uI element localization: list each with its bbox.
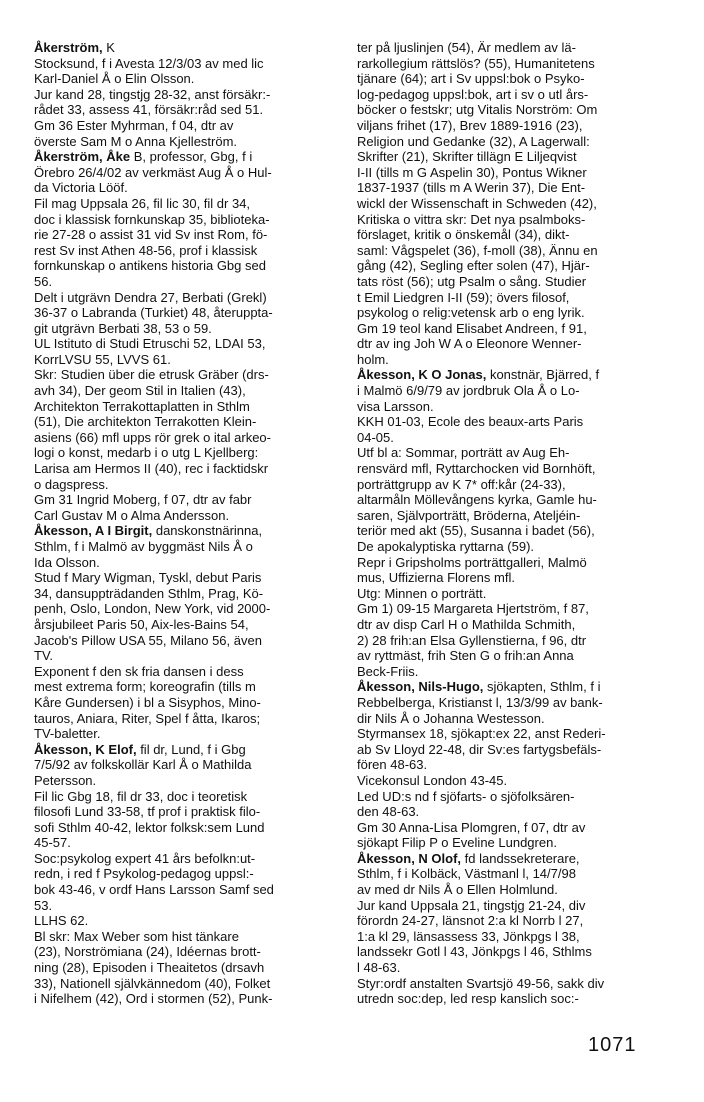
entry-line: [34, 633, 342, 649]
entry-headword: Åkesson, A I Birgit,: [34, 523, 153, 539]
entry-line: [34, 523, 342, 539]
entry-line: [34, 976, 342, 992]
entry-text: tauros, Aniara, Riter, Spel f åtta, Ikaros;: [34, 710, 261, 726]
entry-text: asiens (66) mfl upps rör grek o ital arkeo-: [34, 429, 271, 445]
entry-text: 1837-1937 (tills m A Werin 37), Die Ent-: [357, 180, 586, 196]
biography-entry: [34, 40, 342, 149]
entry-text: (51), Die architekton Terrakotten Klein-: [34, 414, 257, 430]
entry-line: [357, 789, 665, 805]
entry-line: [357, 882, 665, 898]
entry-line: [34, 695, 342, 711]
entry-line: [357, 539, 665, 555]
entry-text: viljans frihet (17), Brev 1889-1916 (23),: [357, 117, 583, 133]
entry-text: rensvärd mfl, Ryttarchocken vid Bornhöft,: [357, 461, 596, 477]
entry-headword: Åkerström,: [34, 40, 103, 55]
entry-text: förordn 24-27, länsnot 2:a kl Norrb l 27,: [357, 913, 584, 929]
entry-text: Styrmansex 18, sjökapt:ex 22, anst Rederi-: [357, 726, 606, 742]
entry-text: rie 27-28 o assist 31 vid Sv inst Rom, fö-: [34, 227, 268, 243]
entry-line: [34, 539, 342, 555]
entry-line: [34, 399, 342, 415]
entry-text: av ryttmäst, frih Sten G o frih:an Anna: [357, 648, 574, 664]
entry-line: [357, 165, 665, 181]
entry-text: Repr i Gripsholms porträttgalleri, Malmö: [357, 554, 587, 570]
entry-line: [357, 617, 665, 633]
entry-text: ab Sv Lloyd 22-48, dir Sv:es fartygsbefäls-: [357, 741, 602, 757]
entry-text: Stud f Mary Wigman, Tyskl, debut Paris: [34, 570, 262, 586]
entry-line: [34, 461, 342, 477]
entry-line: [34, 726, 342, 742]
entry-text: holm.: [357, 351, 389, 367]
entry-line: [34, 570, 342, 586]
entry-text: Exponent f den sk fria dansen i dess: [34, 663, 244, 679]
entry-line: [34, 944, 342, 960]
entry-text: ning (28), Episoden i Theaitetos (drsavh: [34, 960, 265, 976]
entry-line: [34, 321, 342, 337]
entry-text: Skrifter (21), Skrifter tillägn E Liljeqvist: [357, 149, 577, 165]
entry-text: Ida Olsson.: [34, 554, 100, 570]
entry-text: 1:a kl 29, länsassess 33, Jönkpgs l 38,: [357, 928, 580, 944]
entry-line: [357, 227, 665, 243]
entry-line: [357, 633, 665, 649]
entry-text: psykolog o relig:vetensk arb o eng lyrik.: [357, 305, 585, 321]
entry-text: o dagspress.: [34, 476, 109, 492]
entry-headword: Åkesson, K Elof,: [34, 741, 137, 757]
entry-line: [34, 555, 342, 571]
entry-line: [34, 929, 342, 945]
entry-text: sjökapten, Sthlm, f i: [483, 679, 601, 695]
entry-line: [34, 789, 342, 805]
entry-text: fd landssekreterare,: [461, 850, 580, 866]
entry-text: visa Larsson.: [357, 398, 434, 414]
entry-text: fornkunskap o antikens historia Gbg sed: [34, 258, 266, 274]
entry-line: [357, 664, 665, 680]
entry-text: Stocksund, f i Avesta 12/3/03 av med lic: [34, 55, 264, 71]
entry-text: l 48-63.: [357, 960, 401, 976]
entry-line: [357, 757, 665, 773]
entry-text: Karl-Daniel Å o Elin Olsson.: [34, 71, 195, 87]
entry-headword: Åkesson, K O Jonas,: [357, 367, 487, 383]
entry-line: [34, 445, 342, 461]
entry-line: [357, 898, 665, 914]
entry-line: [357, 180, 665, 196]
entry-line: [34, 617, 342, 633]
entry-text: av med dr Nils Å o Ellen Holmlund.: [357, 882, 558, 898]
entry-text: rarkollegium rättslös? (55), Humanitetens: [357, 55, 595, 71]
entry-line: [357, 134, 665, 150]
entry-text: gång (42), Segling efter solen (47), Hjär-: [357, 258, 590, 274]
entry-line: [357, 508, 665, 524]
entry-text: i Malmö 6/9/79 av jordbruk Ola Å o Lo-: [357, 383, 580, 399]
entry-text: Gm 36 Ester Myhrman, f 04, dtr av: [34, 117, 234, 133]
entry-line: [34, 118, 342, 134]
entry-text: filosofi Lund 33-58, tf prof i praktisk filo-: [34, 804, 261, 820]
entry-text: Sthlm, f i Kolbäck, Västmanl l, 14/7/98: [357, 866, 576, 882]
right-column: [357, 40, 665, 1007]
entry-line: [357, 835, 665, 851]
entry-text: fil dr, Lund, f i Gbg: [136, 741, 246, 757]
entry-line: [357, 555, 665, 571]
entry-text: TV.: [34, 648, 54, 664]
entry-text: Petersson.: [34, 772, 97, 788]
biography-entry: [357, 679, 665, 851]
entry-line: [357, 258, 665, 274]
entry-line: [357, 866, 665, 882]
entry-line: [357, 804, 665, 820]
entry-text: Rebbelberga, Kristianst l, 13/3/99 av bank-: [357, 694, 603, 710]
entry-text: Soc:psykolog expert 41 års befolkn:ut-: [34, 850, 256, 866]
entry-text: wickl der Wissenschaft in Schweden (42),: [357, 195, 597, 211]
entry-text: tjänare (64); art i Sv uppsl:bok o Psyko-: [357, 71, 585, 87]
entry-line: [357, 601, 665, 617]
entry-line: [357, 742, 665, 758]
entry-text: da Victoria Lööf.: [34, 180, 128, 196]
entry-text: dtr av disp Carl H o Mathilda Schmith,: [357, 616, 576, 632]
entry-text: saml: Vågspelet (36), f-moll (38), Ännu en: [357, 242, 598, 258]
entry-line: [34, 742, 342, 758]
entry-text: danskonstnärinna,: [152, 523, 263, 539]
biography-entry: [357, 851, 665, 1007]
entry-line: [357, 648, 665, 664]
entry-text: Vicekonsul London 43-45.: [357, 772, 508, 788]
entry-text: Religion und Gedanke (32), A Lagerwall:: [357, 133, 590, 149]
entry-line: [34, 492, 342, 508]
entry-line: [357, 196, 665, 212]
entry-line: [34, 648, 342, 664]
entry-line: [34, 477, 342, 493]
entry-line: [357, 570, 665, 586]
entry-line: [34, 991, 342, 1007]
entry-text: KKH 01-03, Ecole des beaux-arts Paris: [357, 414, 584, 430]
entry-text: log-pedagog uppsl:bok, art i sv o utl års-: [357, 86, 589, 102]
entry-line: [357, 492, 665, 508]
entry-line: [357, 367, 665, 383]
entry-line: [357, 399, 665, 415]
entry-line: [34, 56, 342, 72]
entry-text: sjökapt Filip P o Eveline Lundgren.: [357, 835, 557, 851]
entry-line: [357, 274, 665, 290]
entry-text: 33), Nationell självkännedom (40), Folket: [34, 975, 271, 991]
entry-line: [34, 196, 342, 212]
entry-line: [357, 118, 665, 134]
entry-line: [34, 430, 342, 446]
entry-text: tats röst (56); utg Psalm o sång. Studier: [357, 273, 587, 289]
entry-line: [357, 430, 665, 446]
entry-line: [34, 882, 342, 898]
entry-text: Skr: Studien über die etrusk Gräber (drs-: [34, 367, 269, 383]
entry-text: sofi Sthlm 40-42, lektor folksk:sem Lund: [34, 819, 265, 835]
entry-text: fören 48-63.: [357, 757, 428, 773]
entry-text: Kåre Gundersen) i bl a Sisyphos, Mino-: [34, 694, 261, 710]
entry-text: Sthlm, f i Malmö av byggmäst Nils Å o: [34, 539, 253, 554]
entry-text: i Nifelhem (42), Ord i stormen (52), Punk-: [34, 991, 273, 1007]
entry-line: [34, 586, 342, 602]
entry-line: [357, 321, 665, 337]
entry-text: KorrLVSU 55, LVVS 61.: [34, 351, 171, 367]
entry-text: ter på ljuslinjen (54), Är medlem av lä-: [357, 40, 576, 55]
entry-line: [357, 71, 665, 87]
entry-line: [34, 290, 342, 306]
entry-text: teriör med akt (55), Susanna i badet (56),: [357, 523, 595, 539]
biography-entry: [34, 149, 342, 523]
entry-line: [34, 102, 342, 118]
entry-text: Delt i utgrävn Dendra 27, Berbati (Grekl): [34, 289, 267, 305]
entry-text: mest extrema form; koreografin (tills m: [34, 679, 256, 695]
entry-line: [34, 149, 342, 165]
entry-text: rest Sv inst Athen 48-56, prof i klassisk: [34, 242, 258, 258]
entry-text: 2) 28 frih:an Elsa Gyllenstierna, f 96, dtr: [357, 632, 587, 648]
entry-text: redn, i red f Psykolog-pedagog uppsl:-: [34, 866, 254, 882]
entry-line: [357, 336, 665, 352]
entry-line: [357, 212, 665, 228]
entry-line: [357, 695, 665, 711]
entry-text: Utf bl a: Sommar, porträtt av Aug Eh-: [357, 445, 570, 461]
entry-line: [34, 305, 342, 321]
entry-line: [34, 227, 342, 243]
entry-line: [34, 835, 342, 851]
entry-text: årsjubileet Paris 50, Aix-les-Bains 54,: [34, 616, 249, 632]
entry-text: K: [102, 40, 115, 55]
entry-text: B, professor, Gbg, f i: [130, 149, 253, 165]
entry-line: [357, 523, 665, 539]
biography-entry: [34, 742, 342, 1007]
entry-line: [357, 40, 665, 56]
entry-line: [357, 586, 665, 602]
entry-text: dtr av ing Joh W A o Eleonore Wenner-: [357, 336, 582, 352]
entry-text: Led UD:s nd f sjöfarts- o sjöfolksären-: [357, 788, 575, 804]
entry-text: LLHS 62.: [34, 913, 89, 929]
entry-text: Fil lic Gbg 18, fil dr 33, doc i teoretisk: [34, 788, 248, 804]
entry-text: konstnär, Bjärred, f: [486, 367, 600, 383]
entry-line: [357, 773, 665, 789]
left-column: [34, 40, 342, 1007]
entry-line: [34, 134, 342, 150]
entry-text: Jur kand Uppsala 21, tingstjg 21-24, div: [357, 897, 586, 913]
entry-text: bok 43-46, v ordf Hans Larsson Samf sed: [34, 882, 274, 898]
entry-line: [34, 243, 342, 259]
entry-line: [357, 929, 665, 945]
entry-text: Gm 30 Anna-Lisa Plomgren, f 07, dtr av: [357, 819, 586, 835]
page-number: 1071: [588, 1034, 637, 1056]
entry-text: I-II (tills m G Aspelin 30), Pontus Wikner: [357, 164, 587, 180]
entry-text: Gm 19 teol kand Elisabet Andreen, f 91,: [357, 320, 587, 336]
entry-text: saren, Självporträtt, Bröderna, Ateljéin-: [357, 507, 581, 523]
entry-line: [34, 757, 342, 773]
entry-text: 56.: [34, 273, 53, 289]
entry-text: Jacob's Pillow USA 55, Milano 56, även: [34, 632, 262, 648]
entry-line: [357, 726, 665, 742]
entry-text: Jur kand 28, tingstjg 28-32, anst försäkr:-: [34, 86, 271, 102]
entry-line: [34, 336, 342, 352]
entry-text: logi o konst, medarb i o utg L Kjellberg:: [34, 445, 259, 461]
entry-line: [34, 711, 342, 727]
entry-line: [357, 960, 665, 976]
entry-line: [34, 913, 342, 929]
entry-text: altarmåln Möllevångens kyrka, Gamle hu-: [357, 492, 597, 508]
entry-line: [34, 87, 342, 103]
entry-line: [34, 352, 342, 368]
entry-line: [357, 102, 665, 118]
entry-text: UL Istituto di Studi Etruschi 52, LDAI 53,: [34, 336, 266, 352]
entry-headword: Åkerström, Åke: [34, 149, 131, 165]
biography-entry: [34, 523, 342, 741]
entry-line: [357, 851, 665, 867]
entry-line: [357, 477, 665, 493]
entry-line: [357, 711, 665, 727]
entry-text: doc i klassisk fornkunskap 35, biblioteka-: [34, 211, 270, 227]
entry-line: [34, 414, 342, 430]
entry-line: [357, 352, 665, 368]
entry-line: [34, 508, 342, 524]
entry-line: [34, 71, 342, 87]
entry-text: dir Nils Å o Johanna Westesson.: [357, 710, 545, 726]
entry-text: (23), Norströmiana (24), Idéernas brott-: [34, 944, 261, 960]
entry-text: Larisa am Hermos II (40), rec i facktidskr: [34, 461, 269, 477]
entry-text: t Emil Liedgren I-II (59); övers filosof,: [357, 289, 570, 305]
entry-text: Utg: Minnen o porträtt.: [357, 585, 487, 601]
entry-line: [34, 960, 342, 976]
entry-text: TV-baletter.: [34, 726, 101, 742]
entry-line: [34, 679, 342, 695]
entry-text: den 48-63.: [357, 804, 420, 820]
entry-text: Gm 1) 09-15 Margareta Hjertström, f 87,: [357, 601, 589, 617]
entry-text: Fil mag Uppsala 26, fil lic 30, fil dr 34,: [34, 195, 251, 211]
entry-text: Örebro 26/4/02 av verkmäst Aug Å o Hul-: [34, 164, 272, 180]
entry-text: Styr:ordf anstalten Svartsjö 49-56, sakk div: [357, 975, 605, 991]
entry-line: [34, 367, 342, 383]
entry-line: [357, 290, 665, 306]
entry-line: [357, 445, 665, 461]
entry-text: överste Sam M o Anna Kjelleström.: [34, 133, 238, 149]
entry-line: [357, 383, 665, 399]
entry-text: Bl skr: Max Weber som hist tänkare: [34, 928, 239, 944]
entry-line: [357, 913, 665, 929]
entry-line: [34, 212, 342, 228]
entry-line: [357, 87, 665, 103]
entry-headword: Åkesson, N Olof,: [357, 850, 462, 866]
entry-text: mus, Uffizierna Florens mfl.: [357, 570, 515, 586]
entry-line: [357, 56, 665, 72]
entry-text: utredn soc:dep, led resp kanslich soc:-: [357, 991, 579, 1007]
entry-line: [34, 851, 342, 867]
entry-text: Beck-Friis.: [357, 663, 419, 679]
entry-text: git utgrävn Berbati 38, 53 o 59.: [34, 320, 212, 336]
entry-text: porträttgrupp av K 7* off:kår (24-33),: [357, 476, 566, 492]
entry-text: penh, Oslo, London, New York, vid 2000-: [34, 601, 271, 617]
entry-line: [34, 820, 342, 836]
entry-line: [34, 40, 342, 56]
biography-entry: [357, 40, 665, 367]
entry-text: Kritiska o vittra skr: Det nya psalmboks-: [357, 211, 586, 227]
entry-line: [357, 944, 665, 960]
entry-text: förslaget, kritik o önskemål (34), dikt-: [357, 227, 570, 243]
entry-line: [34, 258, 342, 274]
entry-headword: Åkesson, Nils-Hugo,: [357, 679, 484, 695]
entry-line: [34, 274, 342, 290]
entry-line: [34, 804, 342, 820]
entry-line: [34, 773, 342, 789]
entry-line: [357, 243, 665, 259]
entry-line: [357, 679, 665, 695]
entry-text: De apokalyptiska ryttarna (59).: [357, 539, 535, 554]
entry-text: avh 34), Der geom Stil in Italien (43),: [34, 383, 246, 399]
entry-line: [34, 866, 342, 882]
entry-text: rådet 33, assess 41, försäkr:råd sed 51.: [34, 102, 264, 118]
entry-line: [34, 601, 342, 617]
entry-line: [357, 149, 665, 165]
entry-text: 7/5/92 av folkskollär Karl Å o Mathilda: [34, 757, 252, 773]
entry-text: 53.: [34, 897, 53, 913]
entry-line: [357, 991, 665, 1007]
entry-text: landssekr Gotl l 43, Jönkpgs l 46, Sthlms: [357, 944, 592, 960]
entry-text: Gm 31 Ingrid Moberg, f 07, dtr av fabr: [34, 492, 252, 508]
entry-text: Architekton Terrakottaplatten in Sthlm: [34, 398, 250, 414]
entry-line: [34, 664, 342, 680]
entry-line: [357, 414, 665, 430]
entry-text: 34, dansuppträdanden Sthlm, Prag, Kö-: [34, 585, 264, 601]
entry-line: [34, 898, 342, 914]
entry-line: [34, 180, 342, 196]
entry-text: Carl Gustav M o Alma Andersson.: [34, 507, 230, 523]
entry-text: 45-57.: [34, 835, 71, 851]
entry-line: [357, 820, 665, 836]
entry-line: [34, 383, 342, 399]
entry-line: [357, 976, 665, 992]
entry-line: [34, 165, 342, 181]
entry-line: [357, 461, 665, 477]
biography-entry: [357, 367, 665, 679]
entry-text: 36-37 o Labranda (Turkiet) 48, återuppta-: [34, 305, 273, 321]
entry-line: [357, 305, 665, 321]
entry-text: 04-05.: [357, 429, 394, 445]
entry-text: böcker o festskr; utg Vitalis Norström: Om: [357, 102, 598, 118]
